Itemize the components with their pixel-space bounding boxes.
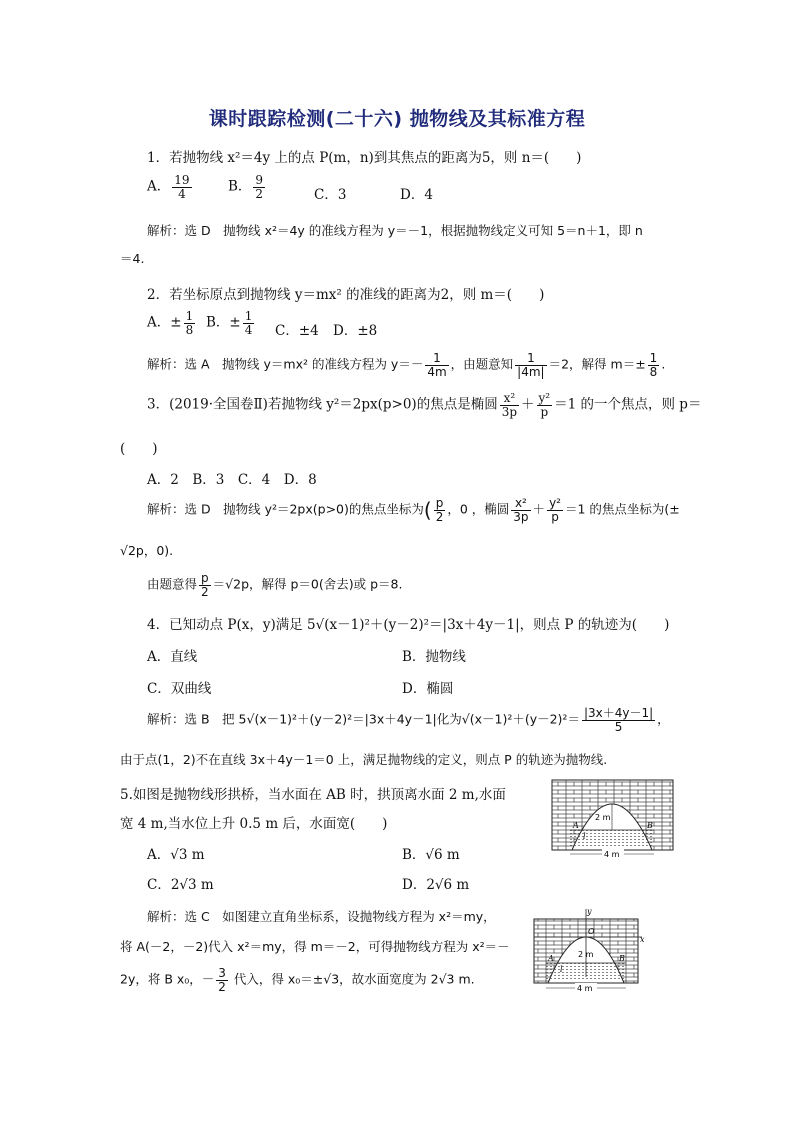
fig2-axis-x: x: [640, 935, 645, 944]
q3-options: A．2 B．3 C．4 D．8: [147, 472, 317, 488]
q2-option-d: D．±8: [333, 323, 378, 339]
q3-stem-line2: ( ): [120, 441, 158, 457]
q2-stem: 2．若坐标原点到抛物线 y＝mx² 的准线的距离为2，则 m＝( ): [147, 287, 545, 303]
q5-solution-line2: 将 A(－2，－2)代入 x²＝my，得 m＝－2，可得抛物线方程为 x²＝－: [120, 939, 510, 954]
q5-option-a: A．√3 m: [147, 847, 205, 863]
q1-solution-line2: ＝4.: [120, 251, 145, 266]
fig2-origin: O: [588, 927, 595, 936]
q4-stem: 4．已知动点 P(x，y)满足 5√(x－1)²＋(y－2)²＝|3x＋4y－1|，则点 P 的轨迹为( ): [147, 617, 670, 633]
q3-stem: 3．(2019·全国卷Ⅱ)若抛物线 y²＝2px(p>0)的焦点是椭圆 $\frac{\text{x²}}{3p}$ ＋ $\frac{\text{y²}}{p}$ ＝1 的一个焦点，则 p＝: [147, 391, 702, 419]
q5-option-b: B．√6 m: [402, 847, 460, 863]
fig1-label-a: A: [573, 821, 579, 830]
q5-stem-line2: 宽 4 m,当水位上升 0.5 m 后，水面宽( ): [120, 816, 388, 832]
arch-bridge-figure: [550, 778, 675, 860]
q1-option-b: B． $\frac{9}{2}$: [228, 173, 264, 201]
page-title: 课时跟踪检测(二十六) 抛物线及其标准方程: [208, 108, 586, 130]
q4-option-c: C．双曲线: [147, 681, 212, 697]
q4-solution-line1: 解析：选 B 把 5√(x－1)²＋(y－2)²＝|3x＋4y－1|化为√(x－1)²＋(y－2)²＝ $\frac{|3x+4y-1|}{5}$ ，: [147, 706, 670, 734]
q3-solution-line2: √2p，0).: [120, 543, 174, 558]
fig1-label-b: B: [647, 821, 653, 830]
q5-option-c: C．2√3 m: [147, 877, 214, 893]
fig2-label-a: A: [548, 954, 554, 963]
q1-solution-line1: 解析：选 D 抛物线 x²＝4y 的准线方程为 y＝－1，根据抛物线定义可知 5＝n＋1，即 n: [147, 223, 643, 238]
q1-stem: 1．若抛物线 x²＝4y 上的点 P(m，n)到其焦点的距离为5，则 n＝( ): [147, 150, 582, 166]
fig1-width-label: 4 m: [604, 850, 620, 859]
q4-solution-line2: 由于点(1，2)不在直线 3x＋4y－1＝0 上，满足抛物线的定义，则点 P 的轨迹为抛物线.: [120, 752, 608, 767]
q4-option-b: B．抛物线: [402, 649, 466, 665]
fig1-height-label: 2 m: [595, 813, 611, 822]
q5-solution-line3: 2y，将 B x₀，－ $\frac{3}{2}$ 代入，得 x₀＝±√3，故水面宽度为 2√3 m.: [120, 966, 475, 994]
fig2-label-l: l: [560, 965, 563, 974]
fig2-axis-y: y: [587, 907, 592, 916]
fig2-height-label: 2 m: [578, 950, 594, 959]
q1-option-c: C．3: [314, 187, 347, 203]
q2-solution: 解析：选 A 抛物线 y＝mx² 的准线方程为 y＝－ $\frac{1}{4m}$ ，由题意知 $\frac{1}{|4m|}$ ＝2，解得 m＝± $\frac{1}{8}$ .: [147, 351, 666, 379]
q3-solution-line3: 由题意得 $\frac{p}{2}$ ＝√2p，解得 p＝0(舍去)或 p＝8.: [147, 571, 403, 599]
q5-option-d: D．2√6 m: [402, 877, 470, 893]
q1-option-d: D．4: [400, 187, 433, 203]
fig2-width-label: 4 m: [577, 984, 593, 993]
fig2-label-b: B: [619, 954, 625, 963]
q4-option-a: A．直线: [147, 649, 198, 665]
q5-stem-line1: 5.如图是抛物线形拱桥，当水面在 AB 时，拱顶离水面 2 m,水面: [120, 787, 506, 803]
q2-option-c: C．±4: [275, 323, 319, 339]
q2-option-a: A．± $\frac{1}{8}$: [147, 309, 194, 337]
fig1-label-l: l: [583, 832, 586, 841]
q3-solution-line1: 解析：选 D 抛物线 y²＝2px(p>0)的焦点坐标为( $\frac{p}{2}$ ，0 ，椭圆 $\frac{\text{x²}}{3p}$ ＋ $\frac{\text{y²}}{p}$ ＝1 的焦点坐标为(±: [147, 496, 680, 524]
arch-axes-figure: [530, 905, 648, 995]
q5-solution-line1: 解析：选 C 如图建立直角坐标系，设抛物线方程为 x²＝my，: [147, 909, 496, 924]
q2-option-b: B．± $\frac{1}{4}$: [206, 309, 253, 337]
q4-option-d: D．椭圆: [402, 681, 454, 697]
q1-option-a: A． $\frac{19}{4}$: [147, 173, 190, 201]
